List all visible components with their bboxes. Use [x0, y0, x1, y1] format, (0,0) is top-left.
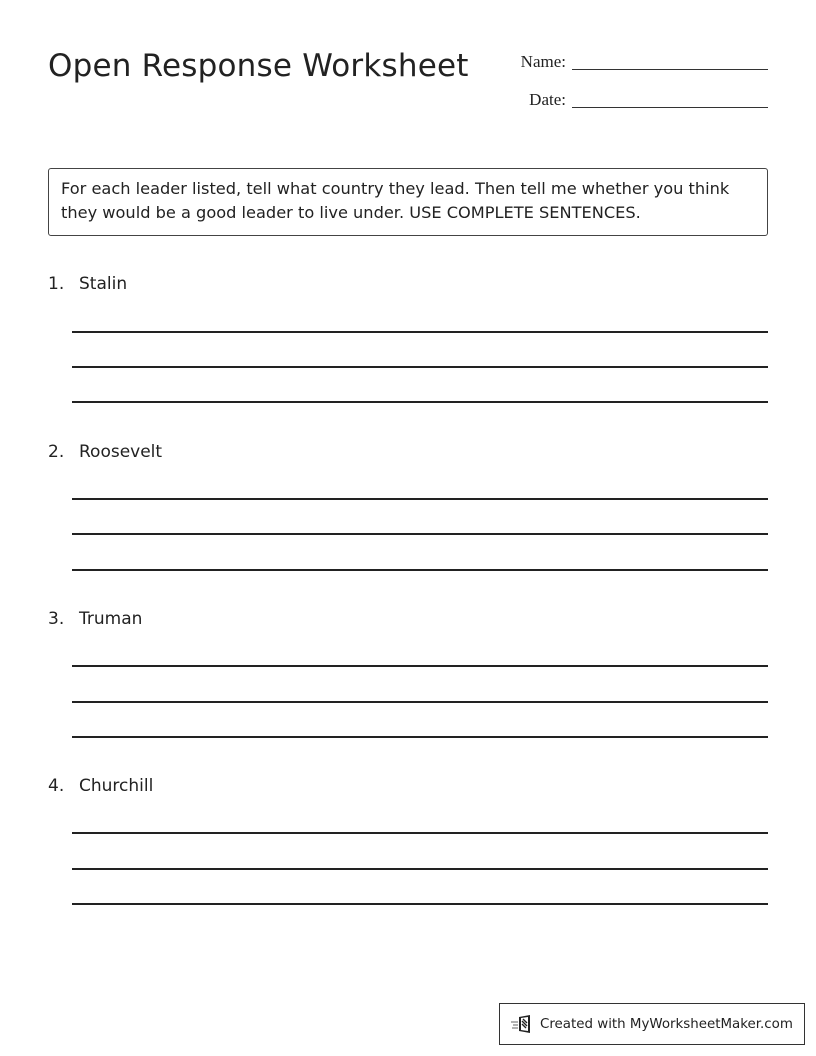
question-prompt	[48, 609, 768, 629]
answer-line[interactable]	[72, 569, 768, 571]
worksheet-title: Open Response Worksheet	[48, 48, 469, 84]
question-prompt	[48, 442, 768, 462]
date-field[interactable]	[508, 90, 768, 110]
footer-text: Created with MyWorksheetMaker.com	[540, 1016, 793, 1032]
answer-line[interactable]	[72, 736, 768, 738]
question-prompt	[48, 776, 768, 796]
date-label: Date:	[529, 90, 566, 109]
question-3	[48, 609, 768, 629]
instructions-box: For each leader listed, tell what country they lead. Then tell me whether you think they would be a good leader to live under. USE COMPLETE SENTENCES.	[48, 168, 768, 236]
answer-line[interactable]	[72, 331, 768, 333]
answer-line[interactable]	[72, 498, 768, 500]
answer-line[interactable]	[72, 665, 768, 667]
question-2	[48, 442, 768, 462]
question-1	[48, 274, 768, 294]
answer-line[interactable]	[72, 903, 768, 905]
answer-line[interactable]	[72, 868, 768, 870]
question-number: 3.	[48, 609, 65, 629]
answer-line[interactable]	[72, 366, 768, 368]
date-line[interactable]	[572, 106, 768, 108]
answer-line[interactable]	[72, 401, 768, 403]
question-text: Truman	[79, 609, 143, 629]
question-4	[48, 776, 768, 796]
name-line[interactable]	[572, 68, 768, 70]
question-text: Churchill	[79, 776, 154, 796]
answer-line[interactable]	[72, 701, 768, 703]
name-label: Name:	[520, 52, 566, 71]
question-number: 4.	[48, 776, 65, 796]
name-field[interactable]	[508, 52, 768, 72]
question-text: Roosevelt	[79, 442, 163, 462]
question-number: 2.	[48, 442, 65, 462]
question-text: Stalin	[79, 274, 128, 294]
question-number: 1.	[48, 274, 65, 294]
answer-line[interactable]	[72, 533, 768, 535]
footer-credit[interactable]	[499, 1003, 805, 1045]
worksheet-maker-logo-icon	[510, 1013, 536, 1035]
answer-line[interactable]	[72, 832, 768, 834]
question-prompt	[48, 274, 768, 294]
